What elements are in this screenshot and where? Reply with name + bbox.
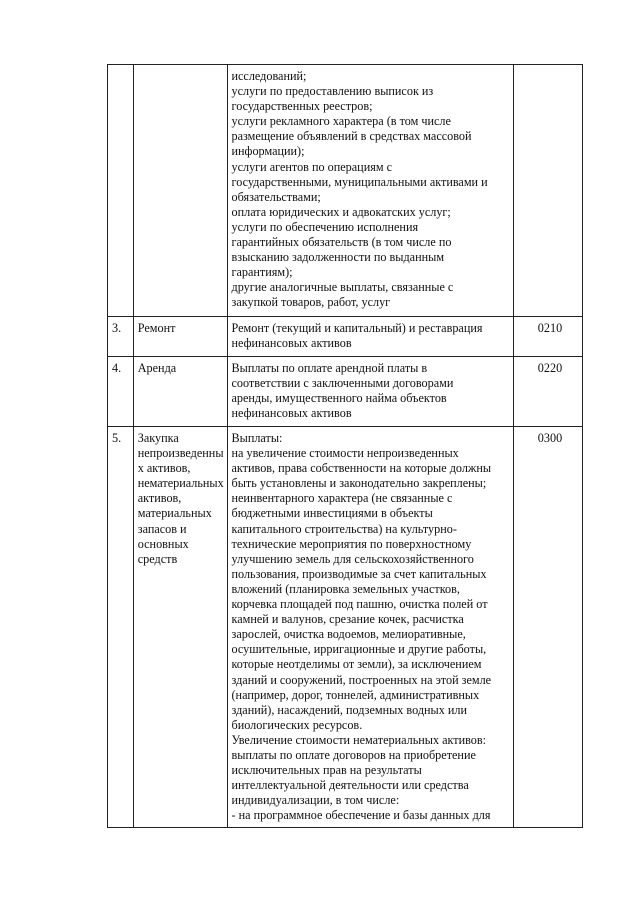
description-line: оплата юридических и адвокатских услуг; bbox=[231, 204, 451, 219]
description-line: капитального строительства) на культурно- bbox=[231, 521, 457, 536]
description-line: государственных реестров; bbox=[231, 99, 373, 114]
row-name-cell bbox=[133, 357, 227, 427]
name-line: материальных bbox=[137, 506, 212, 521]
name-line: средств bbox=[137, 551, 178, 566]
table-row bbox=[108, 317, 583, 357]
description-line: выплаты по оплате договоров на приобретение bbox=[231, 747, 476, 762]
name-line: запасов и bbox=[137, 521, 187, 536]
description-line: - на программное обеспечение и базы данных для bbox=[231, 808, 491, 823]
row-name-cell bbox=[133, 317, 227, 357]
description-line: улучшению земель для сельскохозяйственного bbox=[231, 551, 474, 566]
description-line: другие аналогичные выплаты, связанные с bbox=[231, 280, 454, 295]
description-line: нефинансовых активов bbox=[231, 336, 352, 351]
description-line: зданий), насаждений, подземных водных или bbox=[231, 702, 468, 717]
row-number-cell: 3. bbox=[108, 317, 134, 357]
description-line: (например, дорог, тоннелей, административных bbox=[231, 687, 480, 702]
description-line: государственными, муниципальными активами и bbox=[231, 174, 488, 189]
name-line: Закупка bbox=[137, 431, 179, 445]
row-code-cell: 0300 bbox=[513, 427, 582, 828]
description-line: гарантийных обязательств (в том числе по bbox=[231, 235, 452, 250]
description-line: аренды, имущественного найма объектов bbox=[231, 391, 447, 406]
table-row bbox=[108, 427, 583, 828]
description-line: нефинансовых активов bbox=[231, 406, 352, 421]
description-line: активов, права собственности на которые должны bbox=[231, 461, 492, 476]
description-line: взысканию задолженности по выданным bbox=[231, 250, 445, 265]
description-line: неинвентарного характера (не связанные с bbox=[231, 491, 453, 506]
row-code-cell bbox=[513, 65, 582, 317]
row-description-cell bbox=[227, 427, 513, 828]
description-line: которые неотделимы от земли), за исключением bbox=[231, 657, 482, 672]
description-line: индивидуализации, в том числе: bbox=[231, 793, 400, 808]
row-description-cell bbox=[227, 65, 513, 317]
description-line: размещение объявлений в средствах массовой bbox=[231, 129, 472, 144]
description-line: соответствии с заключенными договорами bbox=[231, 376, 454, 391]
name-line: Аренда bbox=[137, 361, 177, 375]
description-line: вложений (планировка земельных участков, bbox=[231, 581, 460, 596]
name-line: х активов, bbox=[137, 461, 191, 476]
description-line: исследований; bbox=[231, 69, 307, 83]
table-row bbox=[108, 357, 583, 427]
description-line: обязательствами; bbox=[231, 189, 321, 204]
row-number-cell: 4. bbox=[108, 357, 134, 427]
row-code-cell: 0210 bbox=[513, 317, 582, 357]
table-row bbox=[108, 65, 583, 317]
name-line: непроизведенны bbox=[137, 446, 224, 461]
row-description-cell bbox=[227, 317, 513, 357]
description-line: зарослей, очистка водоемов, мелиоративные, bbox=[231, 627, 466, 642]
description-line: Увеличение стоимости нематериальных активов: bbox=[231, 732, 487, 747]
description-line: гарантиям); bbox=[231, 265, 293, 280]
description-line: услуги рекламного характера (в том числе bbox=[231, 114, 451, 129]
description-line: биологических ресурсов. bbox=[231, 717, 363, 732]
expenditure-table bbox=[107, 64, 583, 828]
description-line: корчевка площадей под пашню, очистка полей от bbox=[231, 597, 488, 612]
description-line: исключительных прав на результаты bbox=[231, 763, 422, 778]
row-name-cell bbox=[133, 65, 227, 317]
description-line: зданий и сооружений, построенных на этой земле bbox=[231, 672, 492, 687]
description-line: на увеличение стоимости непроизведенных bbox=[231, 446, 459, 461]
row-name-cell bbox=[133, 427, 227, 828]
description-line: Выплаты: bbox=[231, 431, 283, 445]
row-description-cell bbox=[227, 357, 513, 427]
description-line: бюджетными инвестициями в объекты bbox=[231, 506, 433, 521]
description-line: камней и валунов, срезание кочек, расчистка bbox=[231, 612, 464, 627]
name-line: Ремонт bbox=[137, 321, 176, 335]
description-line: технические мероприятия по поверхностному bbox=[231, 536, 472, 551]
description-line: пользования, производимые за счет капитальных bbox=[231, 566, 487, 581]
row-number-cell: 5. bbox=[108, 427, 134, 828]
description-line: услуги агентов по операциям с bbox=[231, 159, 392, 174]
description-line: быть установлены и законодательно закреплены; bbox=[231, 476, 487, 491]
row-number-cell bbox=[108, 65, 134, 317]
description-line: закупкой товаров, работ, услуг bbox=[231, 295, 391, 310]
description-line: услуги по обеспечению исполнения bbox=[231, 219, 419, 234]
name-line: активов, bbox=[137, 491, 182, 506]
description-line: Ремонт (текущий и капитальный) и реставрация bbox=[231, 321, 483, 335]
name-line: нематериальных bbox=[137, 476, 224, 491]
description-line: Выплаты по оплате арендной платы в bbox=[231, 361, 428, 375]
row-code-cell: 0220 bbox=[513, 357, 582, 427]
description-line: услуги по предоставлению выписок из bbox=[231, 84, 434, 99]
description-line: информации); bbox=[231, 144, 305, 159]
description-line: осушительные, ирригационные и другие работы, bbox=[231, 642, 487, 657]
description-line: интеллектуальной деятельности или средства bbox=[231, 778, 469, 793]
name-line: основных bbox=[137, 536, 189, 551]
